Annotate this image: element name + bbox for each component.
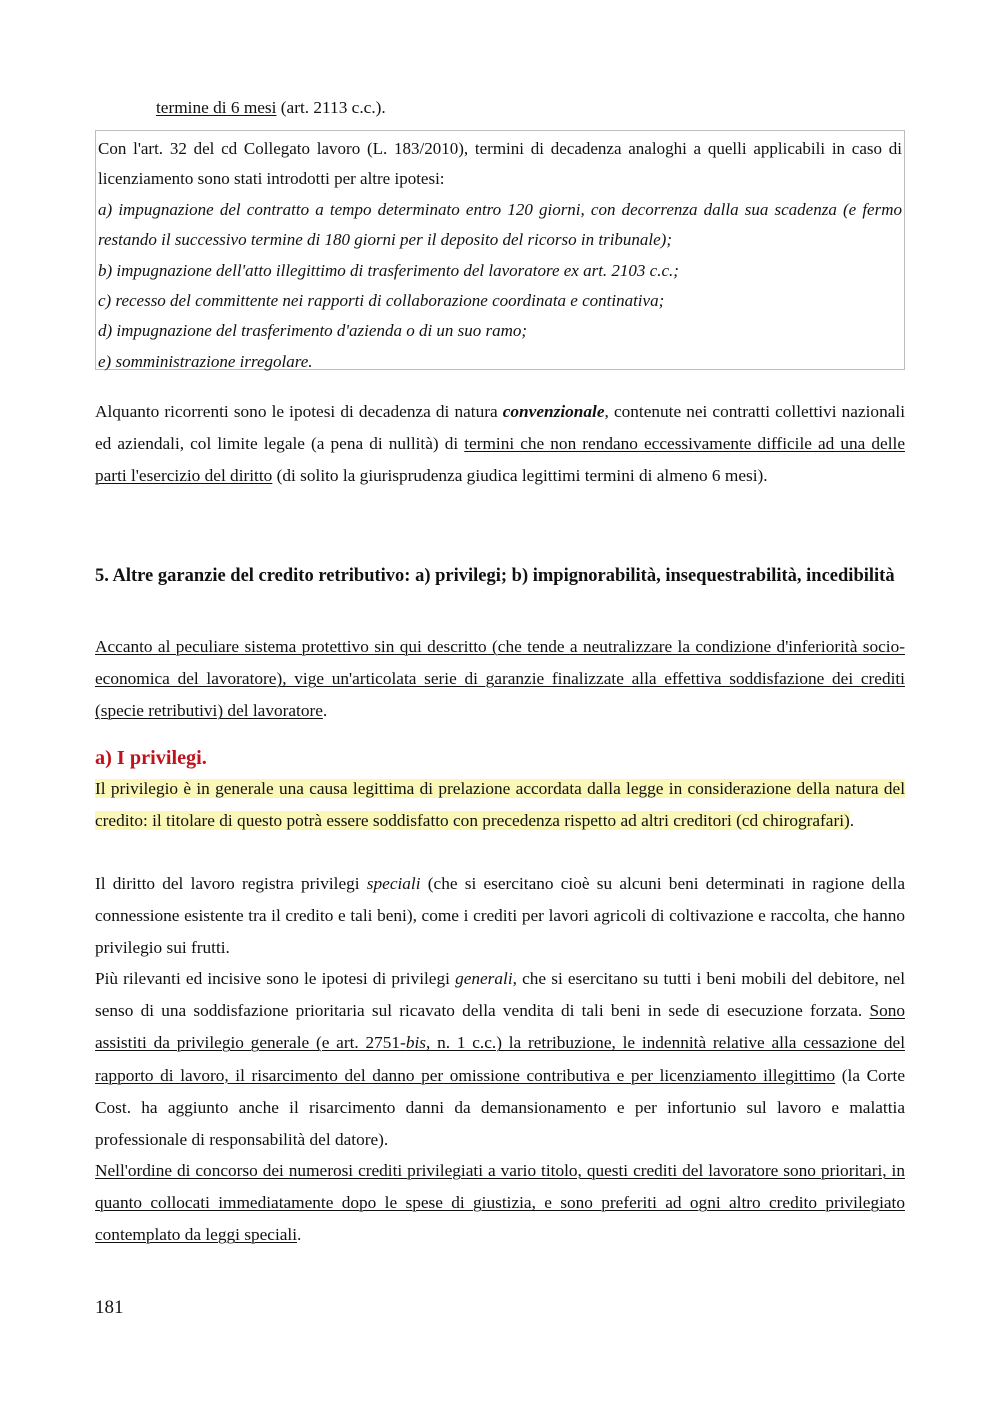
top-line	[156, 96, 386, 120]
top-line-rest: (art. 2113 c.c.).	[276, 98, 386, 117]
underlined-run: , n. 1 c.c.) la retribuzione, le indennità relative alla cessazione del rapporto di lavoro, il risarcimento del danno per omissione contributiva e per licenziamento illegittimo	[95, 1033, 905, 1085]
box-intro: Con l'art. 32 del cd Collegato lavoro (L. 183/2010), termini di decadenza analoghi a quelli applicabili in caso di licenziamento sono stati introdotti per altre ipotesi:	[98, 139, 902, 189]
underlined-run: termini che non rendano eccessivamente difficile ad una delle parti l'esercizio del diritto	[95, 434, 905, 486]
box-item-e: e) somministrazione irregolare.	[98, 351, 313, 371]
text-run: Alquanto ricorrenti sono le ipotesi di decadenza di natura	[95, 402, 503, 421]
box-item-d: d) impugnazione del trasferimento d'azienda o di un suo ramo;	[98, 321, 528, 341]
emphasis-convenzionale: convenzionale	[502, 402, 605, 421]
text-run: .	[297, 1225, 302, 1245]
box-item-a: a) impugnazione del contratto a tempo determinato entro 120 giorni, con decorrenza dalla sua scadenza (e fermo restando il successivo termine di 180 giorni per il deposito del ricorso in tribunale);	[98, 199, 902, 250]
top-line-underlined: termine di 6 mesi	[156, 98, 277, 117]
paragraph-ordine	[95, 1155, 905, 1252]
paragraph-generali	[95, 963, 905, 1156]
paragraph-privilegio	[95, 773, 905, 837]
text-run: (la Corte Cost. ha aggiunto anche il risarcimento danni da demansionamento e per infortunio sul lavoro e malattia professionale di responsabilità del datore).	[95, 1065, 905, 1150]
emphasis-speciali: speciali	[366, 874, 421, 893]
text-run: .	[322, 701, 328, 721]
sub-heading-privilegi: a) I privilegi.	[95, 747, 207, 769]
box-item-b: b) impugnazione dell'atto illegittimo di trasferimento del lavoratore ex art. 2103 c.c.;	[98, 260, 679, 280]
highlighted-run: Il privilegio è in generale una causa legittima di prelazione accordata dalla legge in considerazione della natura del credito: il titolare di questo potrà essere soddisfatto con precedenza rispetto ad altri creditori (cd chirografari)	[95, 779, 905, 831]
text-run: Più rilevanti ed incisive sono le ipotesi di privilegi	[95, 969, 456, 988]
text-run: .	[849, 811, 855, 831]
text-run: , che si esercitano su tutti i beni mobili del debitore, nel senso di una soddisfazione prioritaria sul ricavato della vendita di tali beni in sede di esecuzione forzata.	[95, 969, 906, 1021]
underlined-italic-run: bis	[405, 1033, 426, 1053]
underlined-run: Sono assistiti da privilegio generale (e art. 2751-	[95, 1001, 905, 1053]
text-run: Il diritto del lavoro registra privilegi	[95, 874, 367, 893]
text-run: , contenute nei contratti collettivi nazionali ed aziendali, col limite legale (a pena di nullità) di	[95, 402, 905, 454]
emphasis-generali: generali	[455, 969, 513, 988]
decadenza-box	[95, 130, 905, 370]
paragraph-accanto	[95, 631, 905, 728]
paragraph-convenzionale	[95, 396, 905, 493]
box-item-c: c) recesso del committente nei rapporti di collaborazione coordinata e continativa;	[98, 291, 665, 311]
underlined-run: Nell'ordine di concorso dei numerosi crediti privilegiati a vario titolo, questi crediti del lavoratore sono prioritari, in quanto collocati immediatamente dopo le spese di giustizia, e sono preferiti ad ogni altro credito privilegiato contemplato da leggi speciali	[95, 1161, 905, 1245]
text-run: (che si esercitano cioè su alcuni beni determinati in ragione della connessione esistente tra il credito e tali beni), come i crediti per lavori agricoli di coltivazione e raccolta, che hanno privilegio sui frutti.	[95, 874, 905, 958]
underlined-run: Accanto al peculiare sistema protettivo sin qui descritto (che tende a neutralizzare la condizione d'inferiorità socio-economica del lavoratore), vige un'articolata serie di garanzie finalizzate alla effettiva soddisfazione dei crediti (specie retributivi) del lavoratore	[95, 637, 905, 721]
text-run: (di solito la giurisprudenza giudica legittimi termini di almeno 6 mesi).	[272, 466, 768, 486]
paragraph-speciali	[95, 868, 905, 965]
section-heading: 5. Altre garanzie del credito retributivo: a) privilegi; b) impignorabilità, insequestrabilità, incedibilità	[95, 566, 895, 586]
page-number: 181	[95, 1297, 124, 1318]
